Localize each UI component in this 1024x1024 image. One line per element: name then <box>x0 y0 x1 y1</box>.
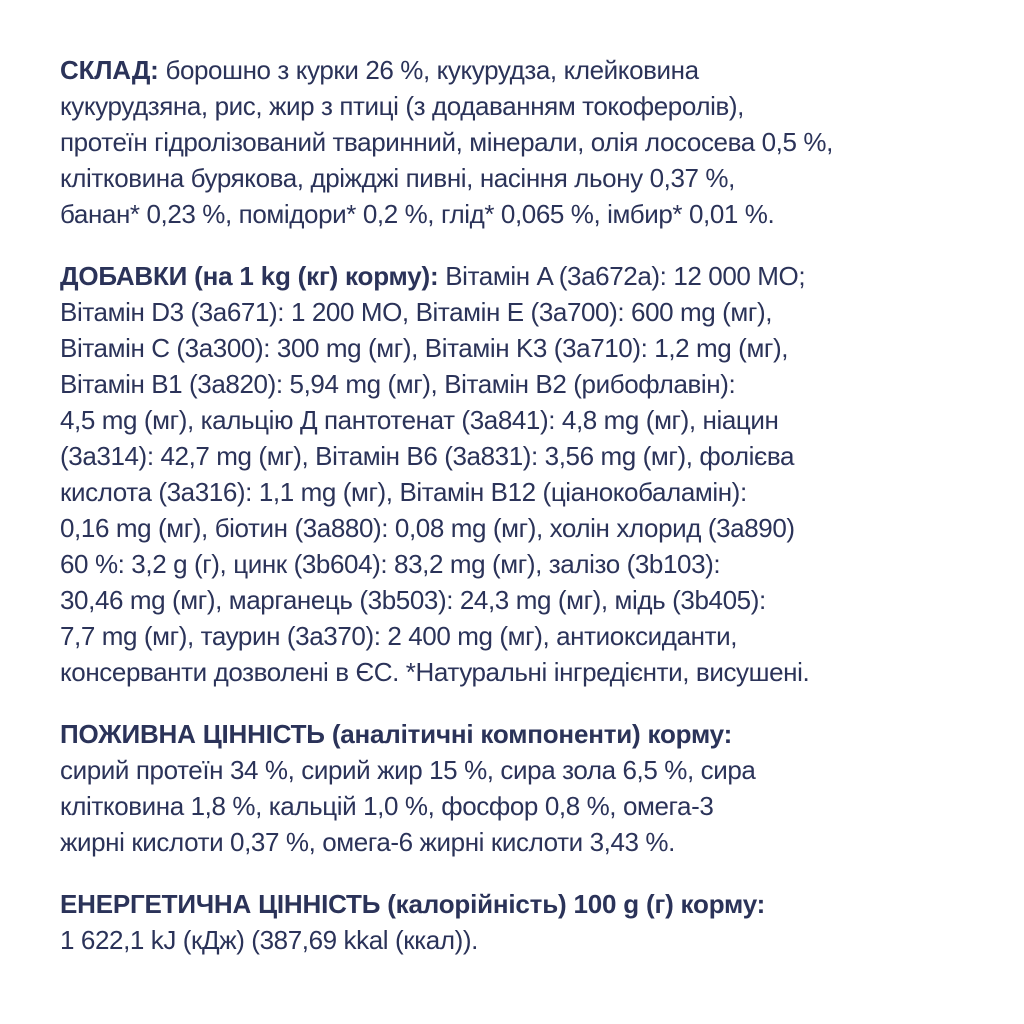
text-line: Вітамін D3 (3a671): 1 200 МО, Вітамін E (3a700): 600 mg (мг), <box>60 297 773 327</box>
text-line: 7,7 mg (мг), таурин (3a370): 2 400 mg (мг), антиоксиданти, <box>60 621 738 651</box>
nutritional-value-heading: ПОЖИВНА ЦІННІСТЬ (аналітичні компоненти) корму: <box>60 719 733 749</box>
text-line <box>60 258 990 294</box>
text-line: жирні кислоти 0,37 %, омега-6 жирні кислоти 3,43 %. <box>60 827 675 857</box>
text-line <box>60 52 990 88</box>
text-line: сирий протеїн 34 %, сирий жир 15 %, сира зола 6,5 %, сира <box>60 755 756 785</box>
text-line: кислота (3a316): 1,1 mg (мг), Вітамін B12 (ціанокобаламін): <box>60 477 747 507</box>
text-line: клітковина 1,8 %, кальцій 1,0 %, фосфор 0,8 %, омега-3 <box>60 791 714 821</box>
text-line: кукурудзяна, рис, жир з птиці (з додаванням токоферолів), <box>60 91 744 121</box>
section-energy-value <box>60 886 990 958</box>
composition-text: борошно з курки 26 %, кукурудза, клейковина <box>158 55 699 85</box>
text-line: консерванти дозволені в ЄС. *Натуральні інгредієнти, висушені. <box>60 657 810 687</box>
additives-text: Вітамін A (3a672a): 12 000 МО; <box>438 261 806 291</box>
text-line: протеїн гідролізований тваринний, мінерали, олія лососева 0,5 %, <box>60 127 833 157</box>
section-composition <box>60 52 990 232</box>
text-line: 1 622,1 kJ (кДж) (387,69 kkal (ккал)). <box>60 925 478 955</box>
text-line: банан* 0,23 %, помідори* 0,2 %, глід* 0,065 %, імбир* 0,01 %. <box>60 199 775 229</box>
text-line: Вітамін B1 (3a820): 5,94 mg (мг), Вітамін B2 (рибофлавін): <box>60 369 736 399</box>
text-line: 30,46 mg (мг), марганець (3b503): 24,3 mg (мг), мідь (3b405): <box>60 585 766 615</box>
text-line: 4,5 mg (мг), кальцію Д пантотенат (3a841): 4,8 mg (мг), ніацин <box>60 405 779 435</box>
text-line: клітковина бурякова, дріжджі пивні, насіння льону 0,37 %, <box>60 163 735 193</box>
section-nutritional-value <box>60 716 990 860</box>
additives-heading: ДОБАВКИ (на 1 kg (кг) корму): <box>60 261 439 291</box>
text-line <box>60 886 990 922</box>
energy-value-heading: ЕНЕРГЕТИЧНА ЦІННІСТЬ (калорійність) 100 g (г) корму: <box>60 889 766 919</box>
text-line: (3a314): 42,7 mg (мг), Вітамін B6 (3a831): 3,56 mg (мг), фолієва <box>60 441 795 471</box>
text-line <box>60 716 990 752</box>
text-line: 0,16 mg (мг), біотин (3a880): 0,08 mg (мг), холін хлорид (3a890) <box>60 513 795 543</box>
section-additives <box>60 258 990 690</box>
text-line: Вітамін C (3a300): 300 mg (мг), Вітамін K3 (3a710): 1,2 mg (мг), <box>60 333 789 363</box>
text-line: 60 %: 3,2 g (г), цинк (3b604): 83,2 mg (мг), залізо (3b103): <box>60 549 721 579</box>
label-text-block <box>60 52 990 984</box>
composition-heading: СКЛАД: <box>60 55 159 85</box>
